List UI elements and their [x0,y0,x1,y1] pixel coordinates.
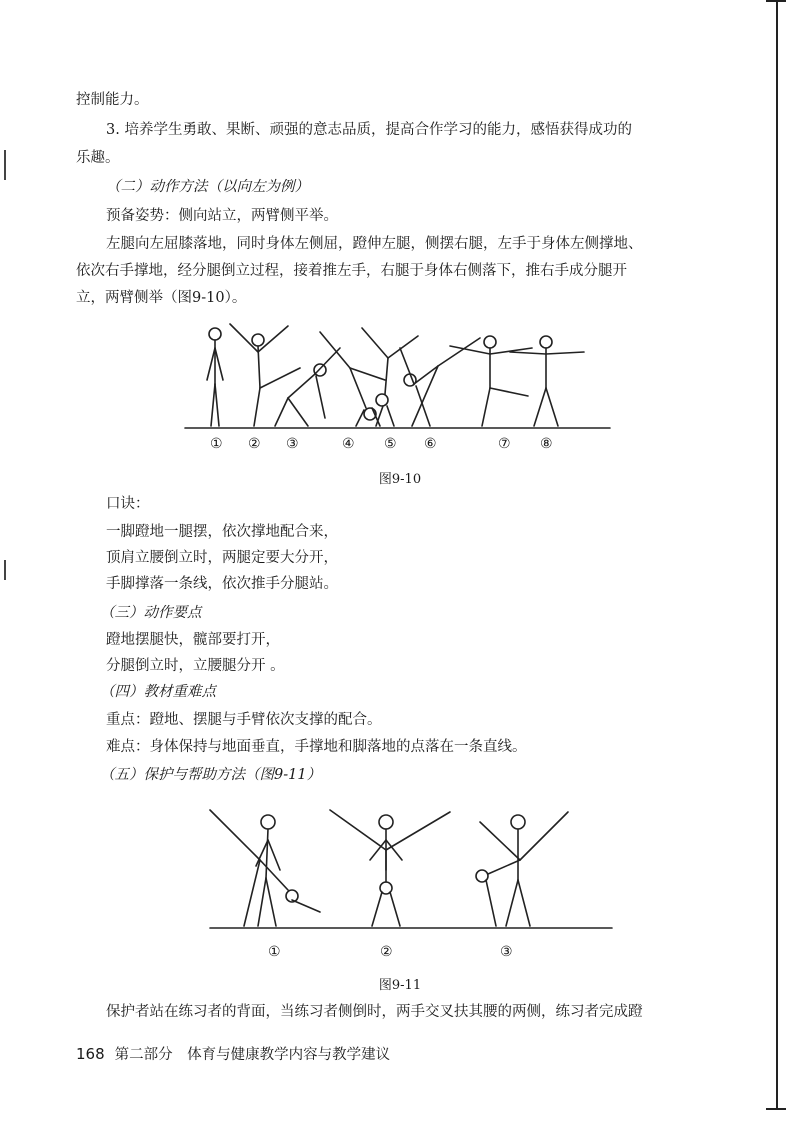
figure-pose-4 [320,332,385,426]
spotting-figure [200,800,620,940]
text-line: 立，两臂侧举（图9-10）。 [76,290,247,306]
pose-label: ① [268,944,281,960]
left-margin-mark [4,150,6,180]
text-line: 左腿向左屈膝落地，同时身体左侧屈，蹬伸左腿，侧摆右腿，左手于身体左侧撑地、 [106,236,643,252]
spotting-pose-3 [476,812,568,926]
text-line: 控制能力。 [76,92,149,108]
pose-label: ③ [286,436,299,452]
pose-label: ② [248,436,261,452]
right-binding-rule [776,0,778,1110]
figure-pose-3 [275,348,340,426]
text-line: 分腿倒立时，立腰腿分开 。 [106,658,285,674]
mnemonic-line: 一脚蹬地一腿摆，依次撑地配合来， [106,524,338,540]
text-line: 3. 培养学生勇敢、果断、顽强的意志品质，提高合作学习的能力，感悟获得成功的 [106,122,632,138]
figure-pose-1 [207,328,223,426]
figure-caption: 图9-10 [378,472,422,487]
text-line: 重点：蹬地、摆腿与手臂依次支撑的配合。 [106,712,382,728]
spotting-pose-1 [210,810,320,926]
figure-caption: 图9-11 [378,978,422,993]
pose-label: ⑦ [498,436,511,452]
text-line: 难点：身体保持与地面垂直，手撑地和脚落地的点落在一条直线。 [106,739,527,755]
cartwheel-sequence-figure [180,318,620,460]
pose-label: ③ [500,944,513,960]
text-line: 依次右手撑地，经分腿倒立过程，接着推左手，右腿于身体右侧落下，推右手成分腿开 [76,263,627,279]
right-binding-tick-top [766,0,786,2]
section-heading: （二）动作方法（以向左为例） [106,179,309,195]
section-heading: （三）动作要点 [100,605,202,621]
pose-label: ② [380,944,393,960]
text-line: 乐趣。 [76,150,120,166]
page-number: 168 [76,1045,105,1063]
section-heading: （四）教材重难点 [100,684,216,700]
pose-label: ⑤ [384,436,397,452]
pose-label: ① [210,436,223,452]
pose-label: ④ [342,436,355,452]
mnemonic-line: 手脚撑落一条线，依次推手分腿站。 [106,576,338,592]
pose-label: ⑥ [424,436,437,452]
figure-pose-6 [400,338,480,426]
text-line: 预备姿势：侧向站立，两臂侧平举。 [106,208,338,224]
section-heading: （五）保护与帮助方法（图9-11） [100,767,322,783]
figure-pose-2 [230,324,300,426]
footer-text: 第二部分 体育与健康教学内容与教学建议 [114,1047,391,1063]
mnemonic-title: 口诀： [106,496,150,512]
page-footer [76,1043,390,1064]
left-margin-mark [4,560,6,580]
text-line: 保护者站在练习者的背面，当练习者侧倒时，两手交叉扶其腰的两侧，练习者完成蹬 [106,1004,643,1020]
figure-pose-5 [362,328,418,426]
spotting-pose-2 [330,810,450,926]
pose-label: ⑧ [540,436,553,452]
mnemonic-line: 顶肩立腰倒立时，两腿定要大分开， [106,550,338,566]
text-line: 蹬地摆腿快，髋部要打开， [106,632,280,648]
right-binding-tick-bottom [766,1108,786,1110]
